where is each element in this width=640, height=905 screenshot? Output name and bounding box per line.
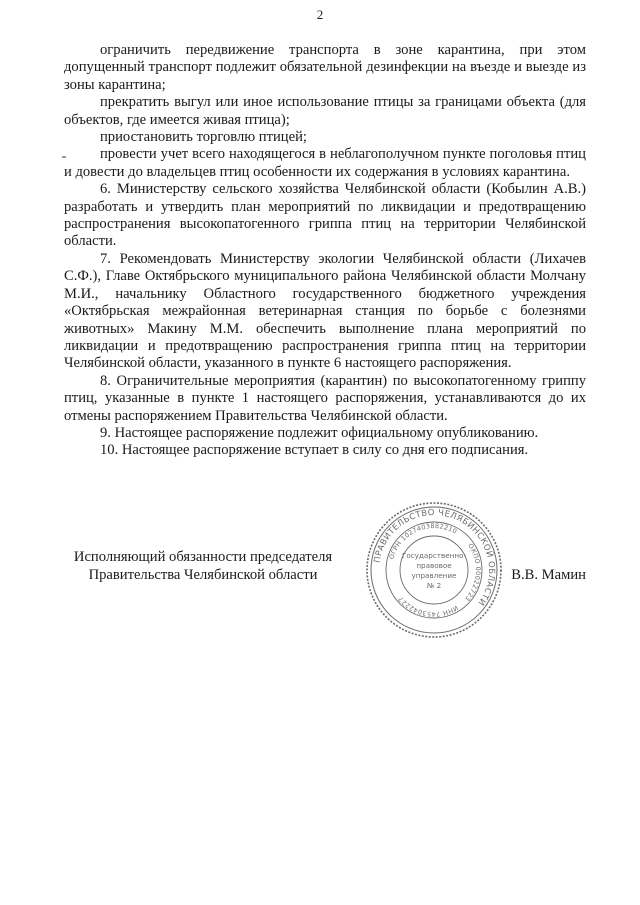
seal-center-line: правовое: [416, 561, 452, 570]
seal-center-line: № 2: [426, 581, 442, 590]
paragraph: 8. Ограничительные мероприятия (карантин) по высокопатогенному гриппу птиц, указанные в пункте 1 настоящего распоряжения, устанавливаются до их отмены распоряжением Правительства Челябинской области.: [64, 372, 586, 424]
seal-okpo-text: ОКПО 00022723: [463, 542, 483, 603]
seal-outer-text: ПРАВИТЕЛЬСТВО ЧЕЛЯБИНСКОЙ ОБЛАСТИ: [371, 506, 498, 608]
signatory-title-line: Исполняющий обязанности председателя: [73, 549, 333, 565]
paragraph: приостановить торговлю птицей;: [100, 129, 307, 146]
paragraph: провести учет всего находящегося в неблагополучном пункте поголовья птиц и довести до владельцев птиц особенности их содержания в условиях карантина.: [64, 146, 586, 180]
signatory-title-line: Правительства Челябинской области: [88, 567, 318, 583]
official-seal: [364, 500, 504, 640]
paragraph: ограничить передвижение транспорта в зоне карантина, при этом допущенный транспорт подлежит обязательной дезинфекции на въезде и выезде из зоны карантина;: [64, 42, 586, 93]
seal-inn-text: ИНН 7453042227: [396, 594, 460, 619]
signatory-title: [64, 548, 342, 584]
document-body: [64, 42, 586, 460]
svg-text:ИНН 7453042227: [397, 595, 460, 618]
seal-ogrn-text: ОГРН 1027403882210: [387, 521, 459, 561]
paragraph: 6. Министерству сельского хозяйства Челябинской области (Кобылин А.В.) разработать и утвердить план мероприятий по ликвидации и предотвращению распространения высокопатогенного гриппа птиц на территории Челябинской области.: [64, 181, 586, 250]
paragraph: 10. Настоящее распоряжение вступает в силу со дня его подписания.: [100, 442, 529, 459]
scan-speck: [62, 156, 66, 158]
seal-center-line: Государственно-: [401, 551, 467, 560]
signatory-name: В.В. Мамин: [511, 567, 586, 583]
page-number: 2: [316, 7, 324, 22]
paragraph: 9. Настоящее распоряжение подлежит официальному опубликованию.: [100, 424, 539, 441]
signature-block: [64, 548, 586, 588]
paragraph: прекратить выгул или иное использование птицы за границами объекта (для объектов, где имеется живая птица);: [64, 94, 586, 128]
paragraph: 7. Рекомендовать Министерству экологии Челябинской области (Лихачев С.Ф.), Главе Октябрьского муниципального района Челябинской области Молчану М.И., начальнику Областного государственного бюджетного учреждения «Октябрьская межрайонная ветеринарная станция по борьбе с болезнями животных» Макину М.М. обеспечить выполнение плана мероприятий по ликвидации и предотвращению распространения гриппа птиц на территории Челябинской области, указанного в пункте 6 настоящего распоряжения.: [64, 250, 586, 372]
seal-center-line: управление: [411, 571, 457, 580]
